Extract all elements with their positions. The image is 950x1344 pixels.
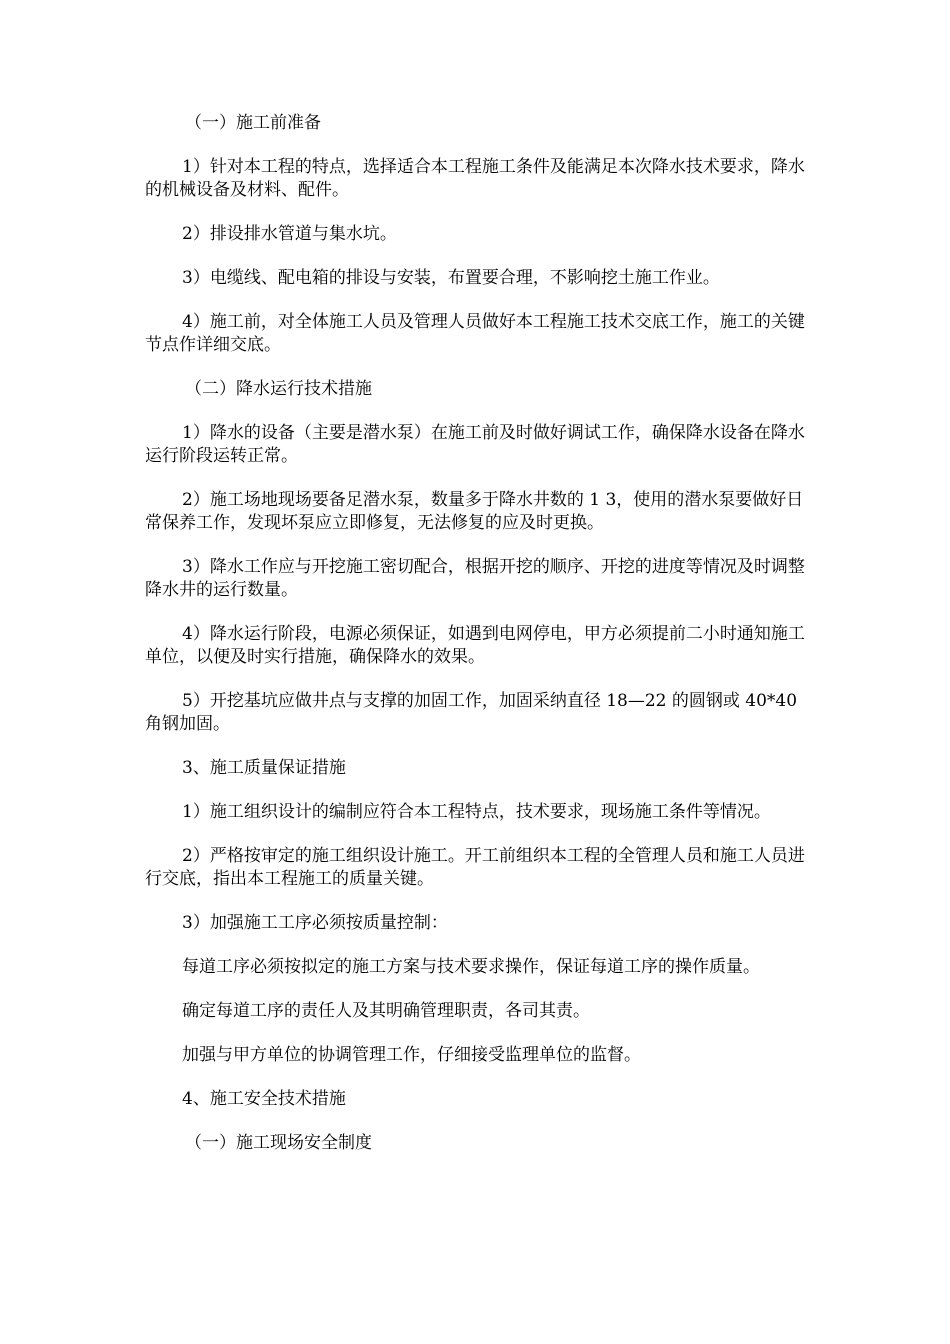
paragraph: 每道工序必须按拟定的施工方案与技术要求操作，保证每道工序的操作质量。 [182,957,760,977]
paragraph: 1）降水的设备（主要是潜水泵）在施工前及时做好调试工作，确保降水设备在降水运行阶段运转正常。 [145,423,805,466]
paragraph: 5）开挖基坑应做井点与支撑的加固工作，加固采纳直径 18—22 的圆钢或 40*40 角钢加固。 [145,691,798,734]
section-heading: （一）施工现场安全制度 [185,1133,372,1153]
paragraph: 4）降水运行阶段，电源必须保证，如遇到电网停电，甲方必须提前二小时通知施工单位，以便及时实行措施，确保降水的效果。 [145,624,805,667]
paragraph: 3）加强施工工序必须按质量控制： [182,913,448,933]
paragraph: 加强与甲方单位的协调管理工作，仔细接受监理单位的监督。 [182,1045,641,1065]
section-heading: 4、施工安全技术措施 [182,1089,346,1109]
paragraph: 2）排设排水管道与集水坑。 [182,224,397,244]
document-body [145,112,807,1176]
paragraph: 1）施工组织设计的编制应符合本工程特点，技术要求，现场施工条件等情况。 [182,802,771,822]
section-heading: （一）施工前准备 [185,113,321,133]
paragraph: 确定每道工序的责任人及其明确管理职责，各司其责。 [182,1001,590,1021]
paragraph: 3）降水工作应与开挖施工密切配合，根据开挖的顺序、开挖的进度等情况及时调整降水井的运行数量。 [145,557,805,600]
section-heading: 3、施工质量保证措施 [182,758,346,778]
paragraph: 2）施工场地现场要备足潜水泵，数量多于降水井数的 1 3，使用的潜水泵要做好日常保养工作，发现坏泵应立即修复，无法修复的应及时更换。 [145,490,804,533]
paragraph: 2）严格按审定的施工组织设计施工。开工前组织本工程的全管理人员和施工人员进行交底，指出本工程施工的质量关键。 [145,846,805,889]
paragraph: 4）施工前，对全体施工人员及管理人员做好本工程施工技术交底工作，施工的关键节点作详细交底。 [145,312,805,355]
paragraph: 3）电缆线、配电箱的排设与安装，布置要合理，不影响挖土施工作业。 [182,268,720,288]
section-heading: （二）降水运行技术措施 [185,379,372,399]
paragraph: 1）针对本工程的特点，选择适合本工程施工条件及能满足本次降水技术要求，降水的机械设备及材料、配件。 [145,157,805,200]
